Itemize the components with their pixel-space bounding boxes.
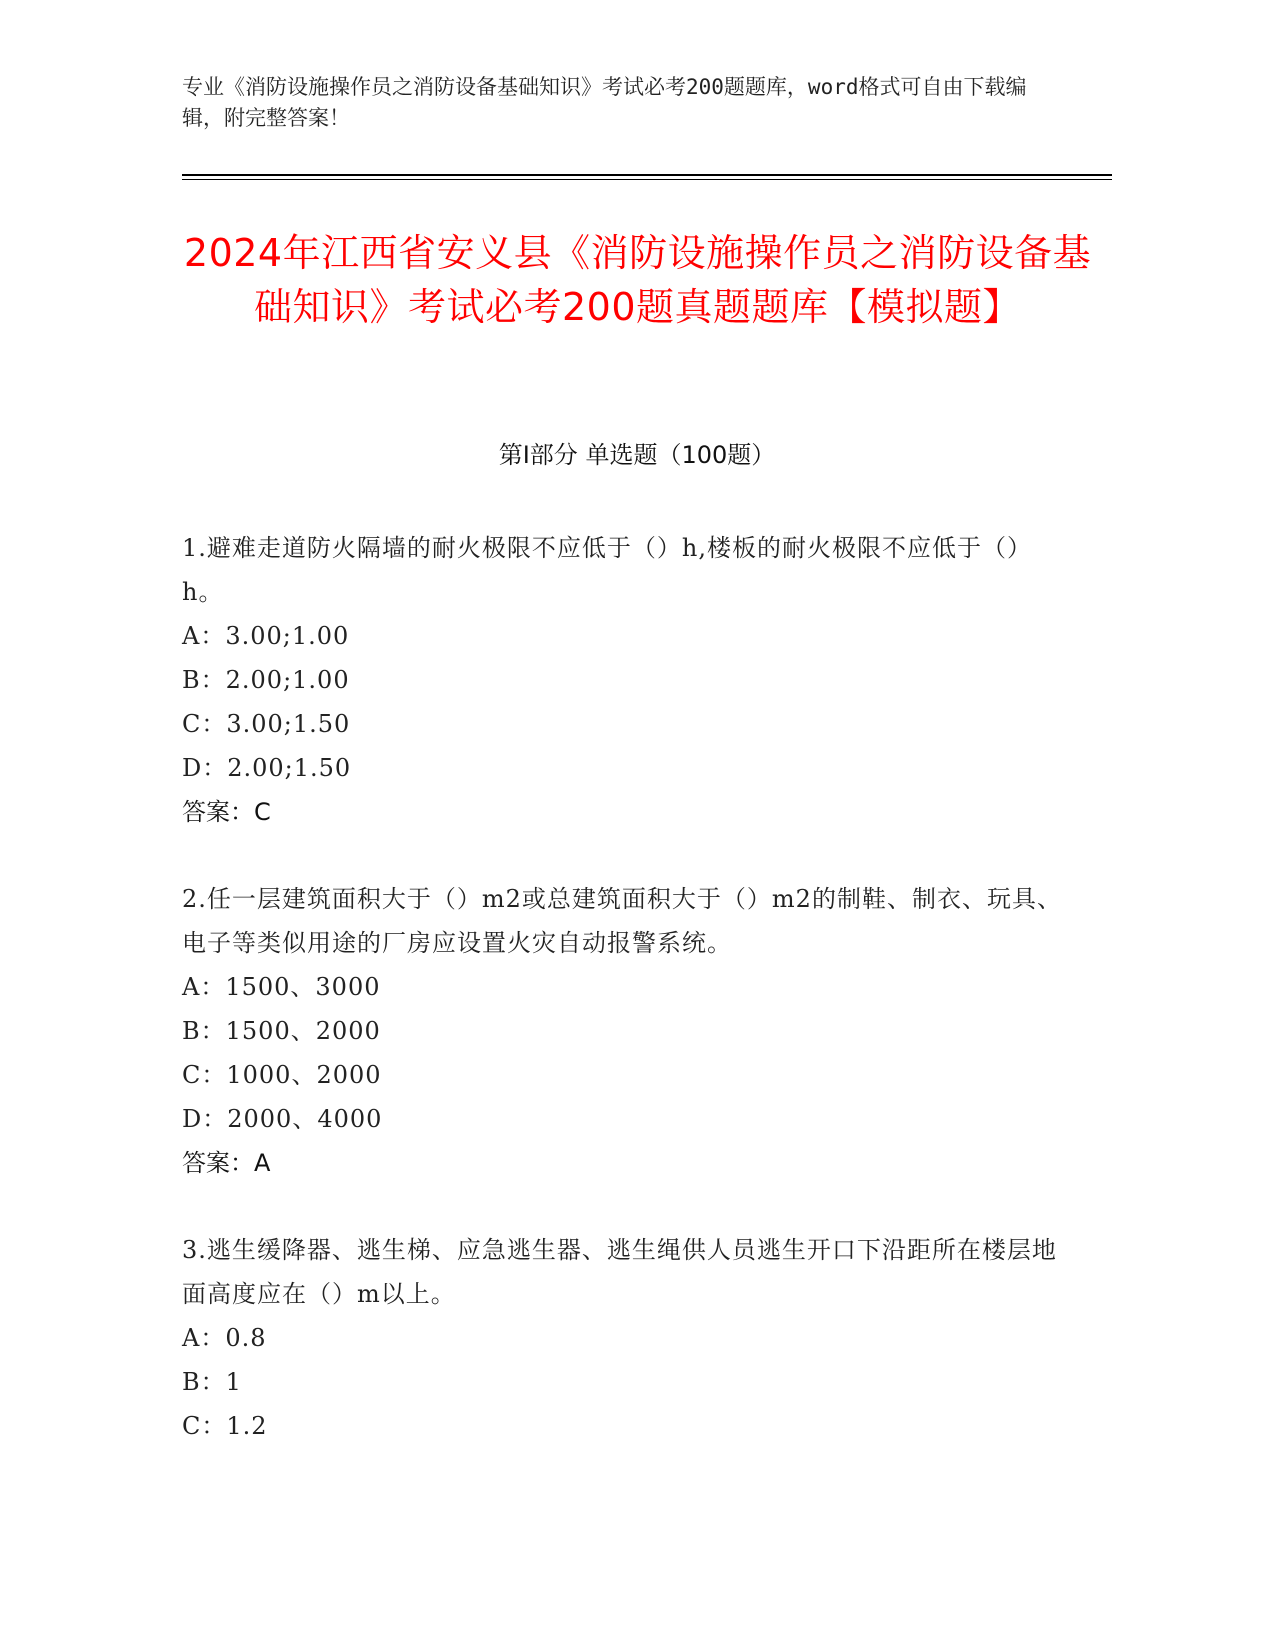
question-item [182,877,1062,1185]
option-c: C：1.2 [182,1412,268,1440]
option-b: B：2.00;1.00 [182,666,350,694]
option-c: C：3.00;1.50 [182,710,351,738]
question-list [182,526,1062,1491]
option-b: B：1 [182,1368,242,1396]
header-note: 专业《消防设施操作员之消防设备基础知识》考试必考200题题库，word格式可自由下载编辑，附完整答案！ [182,75,1027,130]
option-a: A：3.00;1.00 [182,622,350,650]
answer: 答案：A [182,1149,271,1177]
question-stem: 3.逃生缓降器、逃生梯、应急逃生器、逃生绳供人员逃生开口下沿距所在楼层地面高度应在（）m以上。 [182,1236,1057,1308]
option-b: B：1500、2000 [182,1017,381,1045]
question-stem: 2.任一层建筑面积大于（）m2或总建筑面积大于（）m2的制鞋、制衣、玩具、电子等类似用途的厂房应设置火灾自动报警系统。 [182,885,1062,957]
option-d: D：2000、4000 [182,1105,383,1133]
question-item [182,526,1062,834]
option-a: A：1500、3000 [182,973,381,1001]
document-title: 2024年江西省安义县《消防设施操作员之消防设备基础知识》考试必考200题真题题库【模拟题】 [183,231,1092,329]
header-divider-thick [182,174,1112,176]
option-a: A：0.8 [182,1324,267,1352]
answer: 答案：C [182,798,271,826]
question-stem: 1.避难走道防火隔墙的耐火极限不应低于（）h,楼板的耐火极限不应低于（）h。 [182,534,1032,606]
header-divider-thin [182,179,1112,180]
question-item [182,1228,1062,1448]
section-title: 第I部分 单选题（100题） [498,441,776,469]
option-d: D：2.00;1.50 [182,754,352,782]
option-c: C：1000、2000 [182,1061,382,1089]
